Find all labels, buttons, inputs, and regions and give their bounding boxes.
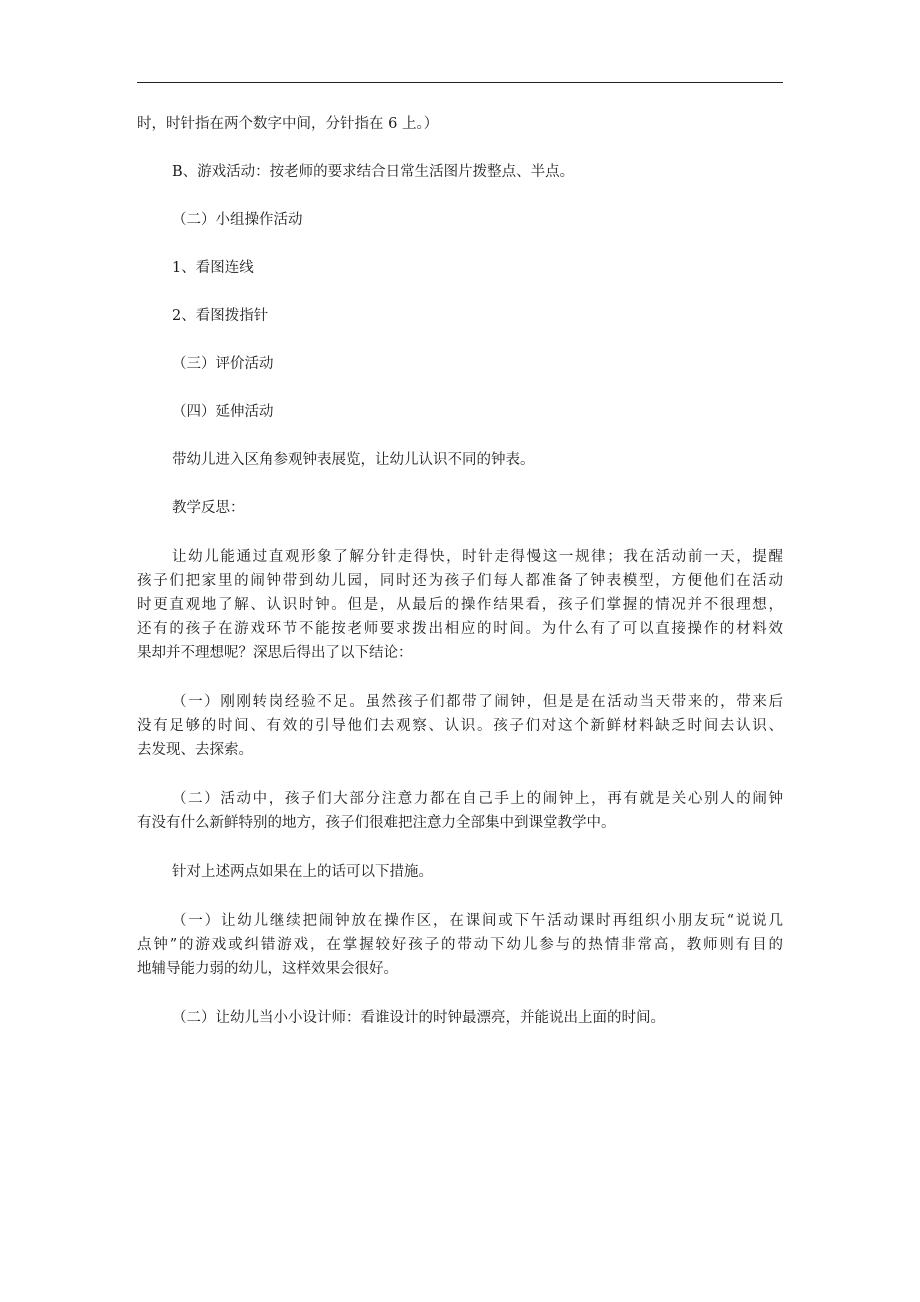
text-line: 还有的孩子在游戏环节不能按老师要求拨出相应的时间。为什么有了可以直接操作的材料效 <box>137 621 783 637</box>
paragraph-extension: 带幼儿进入区角参观钟表展览，让幼儿认识不同的钟表。 <box>172 452 535 468</box>
text-line: 没有足够的时间、有效的引导他们去观察、认识。孩子们对这个新鲜材料缺乏时间去认识、 <box>137 718 783 734</box>
paragraph-game-activity: B、游戏活动：按老师的要求结合日常生活图片拨整点、半点。 <box>172 164 575 180</box>
paragraph-reflection <box>137 545 783 665</box>
list-item-connect: 1、看图连线 <box>172 260 254 276</box>
paragraph-point-one <box>137 690 783 762</box>
heading-reflection: 教学反思： <box>172 500 245 516</box>
text-line: 有没有什么新鲜特别的地方，孩子们很难把注意力全部集中到课堂教学中。 <box>137 815 616 831</box>
text-line: 点钟”的游戏或纠错游戏，在掌握较好孩子的带动下幼儿参与的热情非常高，教师则有目的 <box>137 937 783 953</box>
paragraph-measures-intro: 针对上述两点如果在上的话可以下措施。 <box>172 864 433 880</box>
paragraph-point-two <box>137 787 783 835</box>
text-line: （一）让幼儿继续把闹钟放在操作区，在课间或下午活动课时再组织小朋友玩“说说几 <box>172 913 783 929</box>
text-line: 时更直观地了解、认识时钟。但是，从最后的操作结果看，孩子们掌握的情况并不很理想， <box>137 597 783 613</box>
heading-evaluation: （三）评价活动 <box>172 356 274 372</box>
text-line: （二）活动中，孩子们大部分注意力都在自己手上的闹钟上，再有就是关心别人的闹钟 <box>172 791 783 807</box>
heading-group-activity: （二）小组操作活动 <box>172 212 303 228</box>
text-line: 地辅导能力弱的幼儿，这样效果会很好。 <box>137 961 398 977</box>
text-line: 去发现、去探索。 <box>137 742 253 758</box>
paragraph-continued: 时，时针指在两个数字中间，分针指在 6 上。） <box>137 116 439 132</box>
text-line: 果却并不理想呢？深思后得出了以下结论： <box>137 645 413 661</box>
heading-extension: （四）延伸活动 <box>172 404 274 420</box>
document-body <box>137 112 783 1030</box>
paragraph-measure-two: （二）让幼儿当小小设计师：看谁设计的时钟最漂亮，并能说出上面的时间。 <box>172 1010 665 1026</box>
paragraph-measure-one <box>137 909 783 981</box>
list-item-set-hands: 2、看图拨指针 <box>172 308 269 324</box>
header-rule <box>137 82 783 83</box>
text-line: 让幼儿能通过直观形象了解分针走得快，时针走得慢这一规律；我在活动前一天，提醒 <box>172 549 783 565</box>
text-line: 孩子们把家里的闹钟带到幼儿园，同时还为孩子们每人都准备了钟表模型，方便他们在活动 <box>137 573 783 589</box>
text-line: （一）刚刚转岗经验不足。虽然孩子们都带了闹钟，但是是在活动当天带来的，带来后 <box>172 694 783 710</box>
